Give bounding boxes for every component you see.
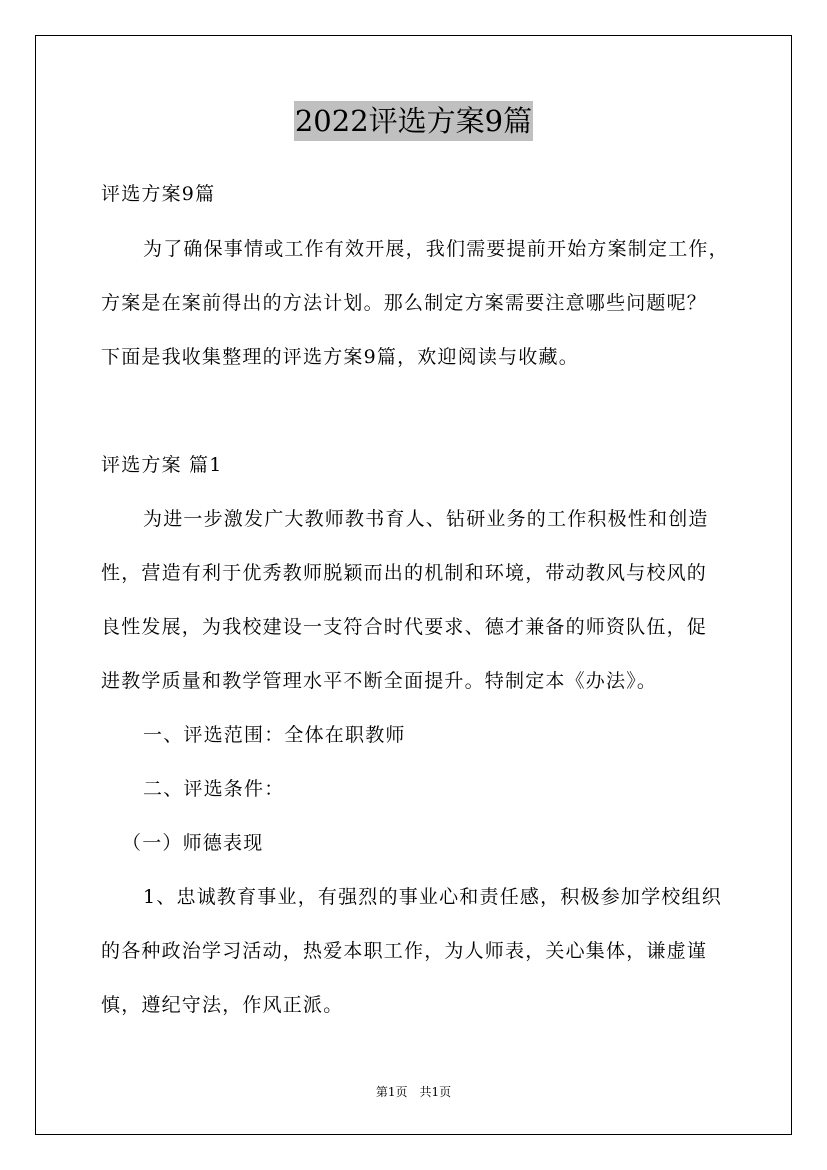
item-ethics: （一）师德表现 [122, 832, 264, 854]
section-paragraph-line-3: 良性发展，为我校建设一支符合时代要求、德才兼备的师资队伍，促 [101, 616, 708, 638]
item-scope: 一、评选范围：全体在职教师 [143, 724, 406, 746]
section-heading: 评选方案 篇1 [101, 454, 223, 476]
section-paragraph-line-2: 性，营造有利于优秀教师脱颖而出的机制和环境，带动教风与校风的 [101, 562, 708, 584]
section-paragraph-line-4: 进教学质量和教学管理水平不断全面提升。特制定本《办法》。 [101, 670, 658, 692]
item-conditions: 二、评选条件： [143, 778, 285, 800]
item-point1-line-1: 1、忠诚教育事业，有强烈的事业心和责任感，积极参加学校组织 [143, 886, 722, 908]
item-point1-line-3: 慎，遵纪守法，作风正派。 [101, 994, 344, 1016]
item-point1-line-2: 的各种政治学习活动，热爱本职工作，为人师表，关心集体，谦虚谨 [101, 940, 708, 962]
document-subtitle: 评选方案9篇 [101, 183, 216, 205]
section-paragraph-line-1: 为进一步激发广大教师教书育人、钻研业务的工作积极性和创造 [143, 508, 709, 530]
document-title: 2022评选方案9篇 [294, 101, 533, 141]
title-container [0, 101, 827, 141]
intro-line-3: 下面是我收集整理的评选方案9篇，欢迎阅读与收藏。 [101, 346, 579, 368]
intro-line-2: 方案是在案前得出的方法计划。那么制定方案需要注意哪些问题呢？ [101, 292, 708, 314]
intro-line-1: 为了确保事情或工作有效开展，我们需要提前开始方案制定工作， [143, 238, 729, 260]
page-footer: 第1页 共1页 [375, 1085, 452, 1099]
